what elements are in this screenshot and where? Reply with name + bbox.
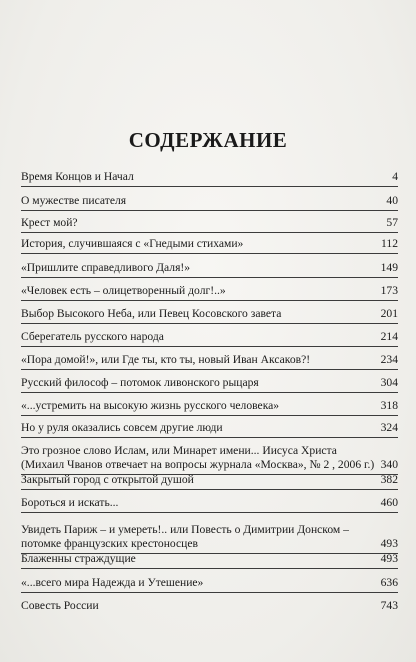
- toc-page-number: 149: [380, 261, 398, 274]
- toc-entry-line: [21, 237, 398, 251]
- toc-entry-title: Время Концов и Начал: [21, 170, 134, 183]
- toc-entry-line: [21, 353, 398, 367]
- toc-page-number: 382: [380, 473, 398, 486]
- toc-entry-line: [21, 473, 398, 487]
- toc-divider: [21, 512, 398, 513]
- toc-page-number: 234: [380, 353, 398, 366]
- toc-page-number: 214: [380, 330, 398, 343]
- toc-entry-title: «Пора домой!», или Где ты, кто ты, новый Иван Аксаков?!: [21, 353, 311, 366]
- toc-entry: [21, 399, 398, 413]
- toc-entry-title: Крест мой?: [21, 216, 78, 229]
- toc-entry: [21, 330, 398, 344]
- toc-page-number: 201: [380, 307, 398, 320]
- toc-entry-line: [21, 523, 398, 537]
- toc-divider: [21, 568, 398, 569]
- toc-page-number: 340: [380, 458, 398, 471]
- toc-entry-title: О мужестве писателя: [21, 194, 127, 207]
- toc-entry-line: [21, 284, 398, 298]
- toc-entry-line: [21, 599, 398, 613]
- toc-entry-title: Русский философ – потомок ливонского рыцаря: [21, 376, 259, 389]
- toc-entry: [21, 523, 398, 551]
- toc-entry: [21, 284, 398, 298]
- toc-page-number: 57: [386, 216, 398, 229]
- toc-divider: [21, 210, 398, 211]
- toc-entry-line: [21, 307, 398, 321]
- toc-entry-title: потомке французских крестоносцев: [21, 537, 198, 550]
- toc-entry-title: Закрытый город с открытой душой: [21, 473, 194, 486]
- toc-entry-title: Совесть России: [21, 599, 99, 612]
- toc-page-number: 304: [380, 376, 398, 389]
- toc-entry-title: Выбор Высокого Неба, или Певец Косовского завета: [21, 307, 282, 320]
- toc-page-number: 4: [392, 170, 398, 183]
- toc-divider: [21, 232, 398, 233]
- toc-divider: [21, 489, 398, 490]
- toc-entry-line: [21, 458, 398, 472]
- toc-page-number: 112: [381, 237, 398, 250]
- toc-entry-line: [21, 421, 398, 435]
- toc-entry-title: Увидеть Париж – и умереть!.. или Повесть о Димитрии Донском –: [21, 523, 349, 536]
- toc-entry-title: Бороться и искать...: [21, 496, 119, 509]
- toc-divider: [21, 323, 398, 324]
- toc-entry: [21, 216, 398, 230]
- toc-entry: [21, 576, 398, 590]
- toc-page-number: 173: [380, 284, 398, 297]
- page-title: СОДЕРЖАНИЕ: [128, 128, 288, 152]
- toc-divider: [21, 277, 398, 278]
- toc-divider: [21, 346, 398, 347]
- toc-entry-title: История, случившаяся с «Гнедыми стихами»: [21, 237, 244, 250]
- toc-page-number: 636: [380, 576, 398, 589]
- toc-entry-line: [21, 194, 398, 208]
- toc-entry-title: Сберегатель русского народа: [21, 330, 164, 343]
- toc-entry-title: (Михаил Чванов отвечает на вопросы журнала «Москва», № 2 , 2006 г.): [21, 458, 375, 471]
- toc-page-number: 743: [380, 599, 398, 612]
- toc-entry-title: «Человек есть – олицетворенный долг!..»: [21, 284, 226, 297]
- toc-page-number: 460: [380, 496, 398, 509]
- toc-divider: [21, 300, 398, 301]
- toc-entry-line: [21, 576, 398, 590]
- toc-entry-line: [21, 496, 398, 510]
- toc-entry: [21, 353, 398, 367]
- toc-page-number: 324: [380, 421, 398, 434]
- toc-entry: [21, 194, 398, 208]
- toc-entry: [21, 261, 398, 275]
- toc-entry: [21, 421, 398, 435]
- toc-entry-title: Но у руля оказались совсем другие люди: [21, 421, 223, 434]
- toc-divider: [21, 415, 398, 416]
- toc-entry-line: [21, 444, 398, 458]
- toc-entry-title: Это грозное слово Ислам, или Минарет имени... Иисуса Христа: [21, 444, 337, 457]
- toc-entry-line: [21, 537, 398, 551]
- toc-divider: [21, 253, 398, 254]
- toc-entry-line: [21, 376, 398, 390]
- toc-entry-title: «...устремить на высокую жизнь русского человека»: [21, 399, 280, 412]
- toc-divider: [21, 186, 398, 187]
- toc-entry: [21, 237, 398, 251]
- toc-page-number: 493: [380, 537, 398, 550]
- toc-page-number: 40: [386, 194, 398, 207]
- toc-entry: [21, 473, 398, 487]
- toc-entry-line: [21, 399, 398, 413]
- toc-page-number: 493: [380, 552, 398, 565]
- toc-entry-title: Блаженны страждущие: [21, 552, 136, 565]
- toc-entry-title: «Пришлите справедливого Даля!»: [21, 261, 191, 274]
- toc-entry: [21, 376, 398, 390]
- toc-divider: [21, 437, 398, 438]
- toc-entry-line: [21, 170, 398, 184]
- toc-entry-title: «...всего мира Надежда и Утешение»: [21, 576, 204, 589]
- toc-entry: [21, 599, 398, 613]
- toc-entry-line: [21, 261, 398, 275]
- toc-entry: [21, 552, 398, 566]
- toc-divider: [21, 392, 398, 393]
- toc-entry-line: [21, 552, 398, 566]
- toc-entry: [21, 307, 398, 321]
- toc-divider: [21, 369, 398, 370]
- toc-page-number: 318: [380, 399, 398, 412]
- toc-entry: [21, 170, 398, 184]
- toc-entry: [21, 496, 398, 510]
- toc-entry-line: [21, 216, 398, 230]
- toc-entry: [21, 444, 398, 472]
- toc-entry-line: [21, 330, 398, 344]
- toc-divider: [21, 592, 398, 593]
